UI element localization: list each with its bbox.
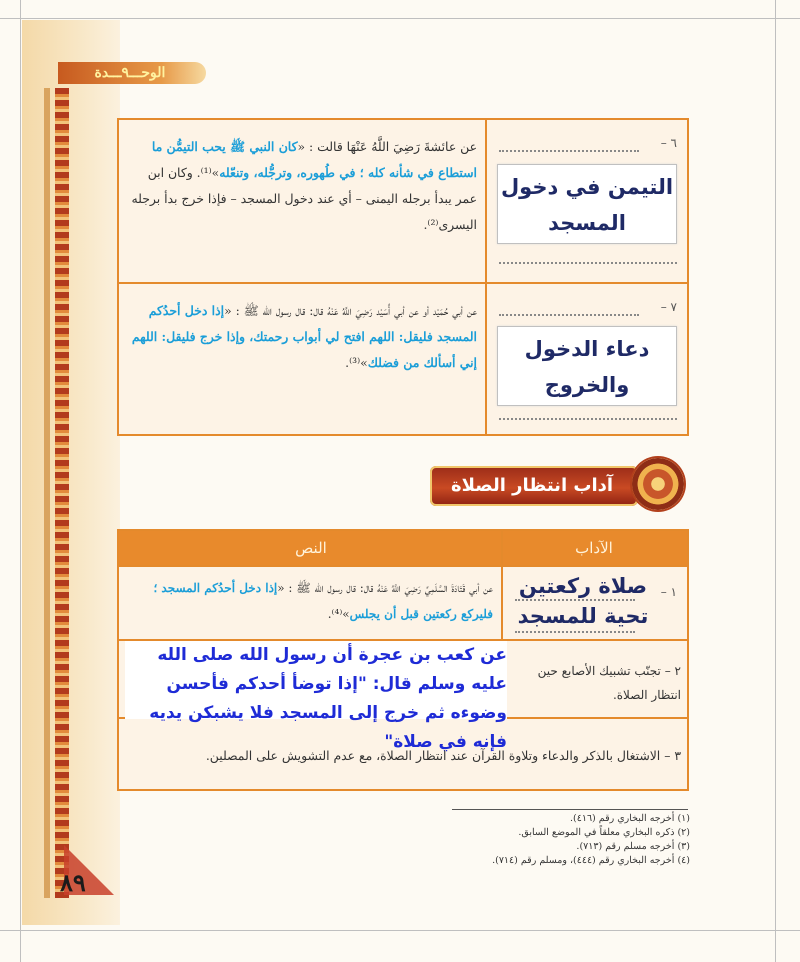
answer-box-item-6: التيمن في دخول المسجد [497,164,677,244]
table-header-adab: الآداب [501,531,687,565]
row-divider [119,282,687,284]
adab-table [117,529,689,791]
hadith-text-item-6 [125,134,477,238]
answer-dots [499,314,639,316]
row-number: ٢ – [664,664,681,678]
trim-line-left [20,0,21,962]
trim-line-bottom [0,930,800,931]
hadith-quote: إذا دخل أحدُكم المسجد فليقل: اللهم افتح لي أبواب رحمتك، وإذا خرج فليقل: اللهم إني أسألك من فضلك [131,303,477,370]
hadith-text-item-7 [125,298,477,376]
adab-text: الاشتغال بالذكر والدعاء وتلاوة القرآن عند انتظار الصلاة، مع عدم التشويش على المصلين. [205,748,661,763]
section-title: آداب انتظار الصلاة [450,475,614,496]
adab-items-box [117,118,689,436]
trim-line-right [775,0,776,962]
table-header-text: النص [119,531,503,565]
footnote-2: (٢) ذكره البخاري معلقاً في الموضع السابق. [518,827,690,838]
text-outro: »⁽⁴⁾. [327,607,350,621]
text-intro: عن أبي قَتَادَةَ السَّلَمِيِّ رَضِيَ اللَّهُ عَنْهُ قال: قال رسول الله ﷺ : « [277,581,493,595]
hadith-quote: إذا دخل أحدُكم المسجد ؛ فليركع ركعتين قبل أن يجلس [153,581,493,621]
answer-dots [499,150,639,152]
item-number: ٧ – [660,300,677,314]
adab-text: تجنّب تشبيك الأصابع حين انتظار الصلاة. [537,664,681,702]
row-divider [119,565,687,567]
item-number: ٦ – [660,136,677,150]
rosette-icon [632,458,684,510]
footnote-rule [452,809,688,810]
footnote-3: (٣) أخرجه مسلم رقم (٧١٣). [576,841,690,852]
column-divider [485,120,487,434]
hadith-quote: كان النبي ﷺ يحب التيمُّن ما استطاع في شأنه كله ؛ في طُهوره، وترجُّله، وتنعّله [151,139,477,180]
footnote-4: (٤) أخرجه البخاري رقم (٤٤٤)، ومسلم رقم (٧١٤). [492,855,690,866]
handwritten-answer-row-2: عن كعب بن عجرة أن رسول الله صلى الله عليه وسلم قال: "إذا توضأ أحدكم فأحسن وضوءه ثم خرج إلى المسجد فلا يشبكن يديه فإنه في صلاة" [125,641,507,719]
unit-label: الوحـــ٩ـــدة [94,65,166,81]
answer-row-1: صلاة ركعتين تحية للمسجد [517,574,649,628]
text-outro: »⁽³⁾. [345,355,368,370]
page-number: ٨٩ [60,868,86,897]
adab-row-2 [509,659,681,707]
adab-row-3 [125,743,681,769]
answer-box-item-7: دعاء الدخول والخروج [497,326,677,406]
row-number: ٣ – [664,748,681,763]
text-intro: عن عائشةَ رَضِيَ اللَّهُ عَنْهَا قالت : « [297,139,477,154]
trim-line-top [0,18,800,19]
ornament-border [55,88,69,898]
text-outro: »⁽¹⁾. وكان ابن عمر يبدأ برجله اليمنى – أي عند دخول المسجد – فإذا خرج بدأ برجله اليسرى⁽²⁾. [131,165,477,232]
text-intro: عن أبي حُمَيْد أو عن أبي أُسَيْد رَضِيَ اللَّهُ عَنْهُ قال: قال رسول الله ﷺ : « [224,303,477,318]
footnote-1: (١) أخرجه البخاري رقم (٤١٦). [570,813,690,824]
answer-dots [499,418,677,420]
decorative-margin [22,20,120,925]
row-number: ١ – [660,585,677,599]
hadith-text-row-1 [125,575,493,627]
answer-dots [499,262,677,264]
ornament-border-inner [44,88,50,898]
